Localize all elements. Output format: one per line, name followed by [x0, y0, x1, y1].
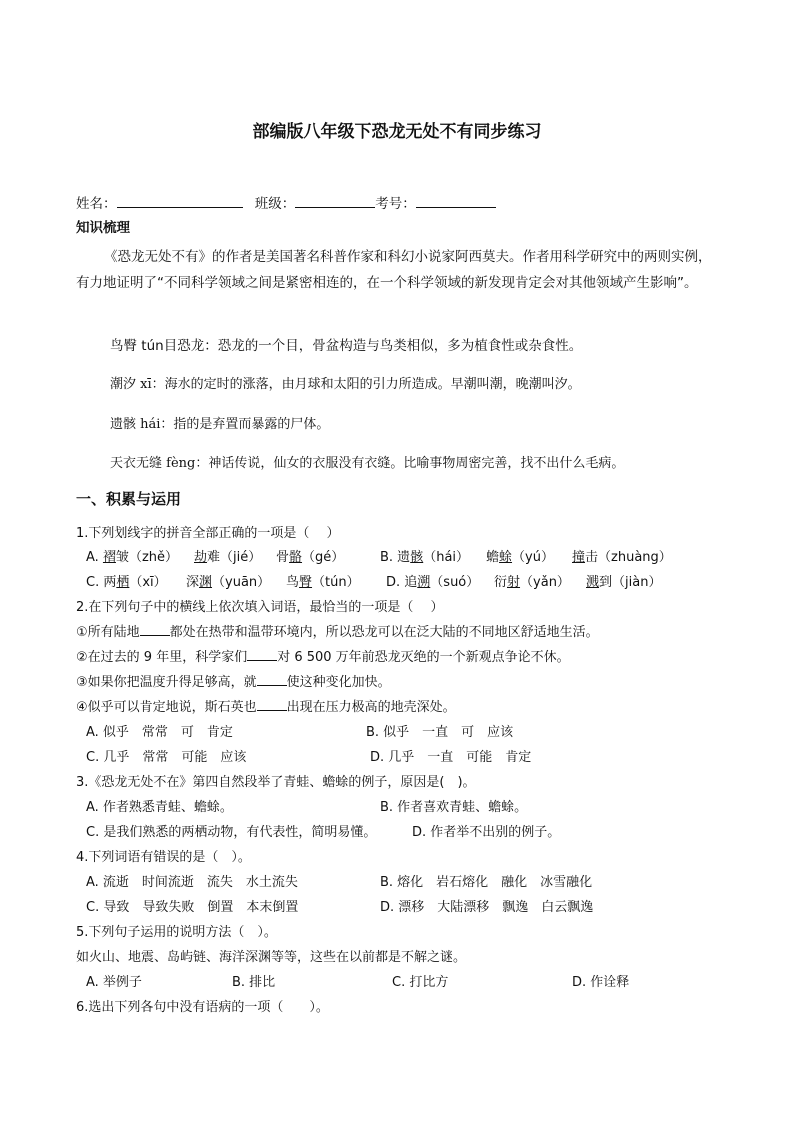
question-2-option-c[interactable]: C. 几乎 常常 可能 应该: [86, 750, 247, 765]
question-4-option-d[interactable]: D. 漂移 大陆漂移 飘逸 白云飘逸: [380, 900, 594, 915]
question-5-sentence: 如火山、地震、岛屿链、海洋深渊等等，这些在以前都是不解之谜。: [76, 950, 467, 965]
question-2-option-d[interactable]: D. 几乎 一直 可能 肯定: [370, 750, 532, 765]
question-4-option-a[interactable]: A. 流逝 时间流逝 流失 水土流失: [86, 875, 298, 890]
question-5-option-d[interactable]: D. 作诠释: [572, 975, 630, 990]
question-1-option-a-item: 劫难（jié）: [194, 550, 262, 565]
question-2-sentence-4: ④似乎可以肯定地说，斯石英也 出现在压力极高的地壳深处。: [76, 700, 456, 715]
question-2-sentence-3: ③如果你把温度升得足够高，就 使这种变化加快。: [76, 675, 391, 690]
page-title: 部编版八年级下恐龙无处不有同步练习: [252, 122, 542, 142]
question-1-option-c-item: 深渊（yuān）: [186, 575, 271, 590]
fill-blank[interactable]: [257, 698, 287, 711]
question-5-stem: 5.下列句子运用的说明方法（ ）。: [76, 925, 277, 940]
question-1-stem: 1.下列划线字的拼音全部正确的一项是（ ）: [76, 526, 340, 541]
name-label: 姓名：: [76, 196, 117, 212]
question-5-option-a[interactable]: A. 举例子: [86, 975, 142, 990]
question-1-option-c[interactable]: C. 两栖（xī）: [86, 575, 167, 590]
term-definition: 鸟臀 tún目恐龙：恐龙的一个目，骨盆构造与鸟类相似，多为植食性或杂食性。: [110, 338, 583, 354]
question-2-option-b[interactable]: B. 似乎 一直 可 应该: [366, 725, 514, 740]
question-1-option-d-item: 衍射（yǎn）: [494, 575, 570, 590]
question-3-option-d[interactable]: D. 作者举不出别的例子。: [412, 825, 561, 840]
question-4-stem: 4.下列词语有错误的是（ ）。: [76, 850, 251, 865]
question-1-option-d[interactable]: D. 追溯（suó）: [386, 575, 480, 590]
question-2-option-a[interactable]: A. 似乎 常常 可 肯定: [86, 725, 233, 740]
question-2-stem: 2.在下列句子中的横线上依次填入词语，最恰当的一项是（ ）: [76, 600, 444, 615]
term-definition: 遗骸 hái：指的是弃置而暴露的尸体。: [110, 417, 330, 432]
exam-number-label: 考号：: [375, 196, 416, 212]
knowledge-heading: 知识梳理: [76, 220, 130, 236]
question-4-option-b[interactable]: B. 熔化 岩石熔化 融化 冰雪融化: [380, 875, 593, 890]
question-3-stem: 3.《恐龙无处不在》第四自然段举了青蛙、蟾蜍的例子，原因是( )。: [76, 775, 476, 790]
fill-blank[interactable]: [257, 673, 287, 686]
section-heading: 一、积累与运用: [76, 490, 182, 508]
fill-blank[interactable]: [140, 623, 170, 636]
student-info-line: [76, 192, 496, 212]
question-1-option-a-item: 骨骼（gé）: [276, 550, 345, 565]
term-definition: 潮汐 xī：海水的定时的涨落，由月球和太阳的引力所造成。早潮叫潮，晚潮叫汐。: [110, 377, 581, 392]
class-blank[interactable]: [295, 193, 375, 208]
question-1-option-a[interactable]: A. 褶皱（zhě）: [86, 550, 179, 565]
question-3-option-c[interactable]: C. 是我们熟悉的两栖动物，有代表性，简明易懂。: [86, 825, 377, 840]
question-6-stem: 6.选出下列各句中没有语病的一项（ ）。: [76, 1000, 329, 1015]
knowledge-intro: 《恐龙无处不有》的作者是美国著名科普作家和科幻小说家阿西莫夫。作者用科学研究中的两则实例，有力地证明了“不同科学领域之间是紧密相连的，在一个科学领域的新发现肯定会对其他领域产生影响”。: [76, 249, 712, 291]
question-1-option-c-item: 鸟臀（tún）: [286, 575, 360, 590]
name-blank[interactable]: [117, 193, 243, 208]
question-1-option-d-item: 溅到（jiàn）: [586, 575, 662, 590]
question-1-option-b[interactable]: B. 遗骸（hái）: [380, 550, 470, 565]
question-5-option-b[interactable]: B. 排比: [232, 975, 276, 990]
fill-blank[interactable]: [247, 648, 277, 661]
question-1-option-b-item: 蟾蜍（yú）: [486, 550, 554, 565]
exam-number-blank[interactable]: [416, 193, 496, 208]
question-3-option-a[interactable]: A. 作者熟悉青蛙、蟾蜍。: [86, 800, 233, 815]
question-3-option-b[interactable]: B. 作者喜欢青蛙、蟾蜍。: [380, 800, 528, 815]
question-2-sentence-2: ②在过去的 9 年里，科学家们 对 6 500 万年前恐龙灭绝的一个新观点争论不休。: [76, 650, 570, 665]
question-5-option-c[interactable]: C. 打比方: [392, 975, 449, 990]
class-label: 班级：: [254, 196, 296, 212]
question-4-option-c[interactable]: C. 导致 导致失败 倒置 本末倒置: [86, 900, 299, 915]
question-2-sentence-1: ①所有陆地 都处在热带和温带环境内，所以恐龙可以在泛大陆的不同地区舒适地生活。: [76, 625, 599, 640]
question-1-option-b-item: 撞击（zhuàng）: [572, 550, 672, 565]
term-definition: 天衣无缝 fèng：神话传说，仙女的衣服没有衣缝。比喻事物周密完善，找不出什么毛病。: [110, 456, 625, 471]
